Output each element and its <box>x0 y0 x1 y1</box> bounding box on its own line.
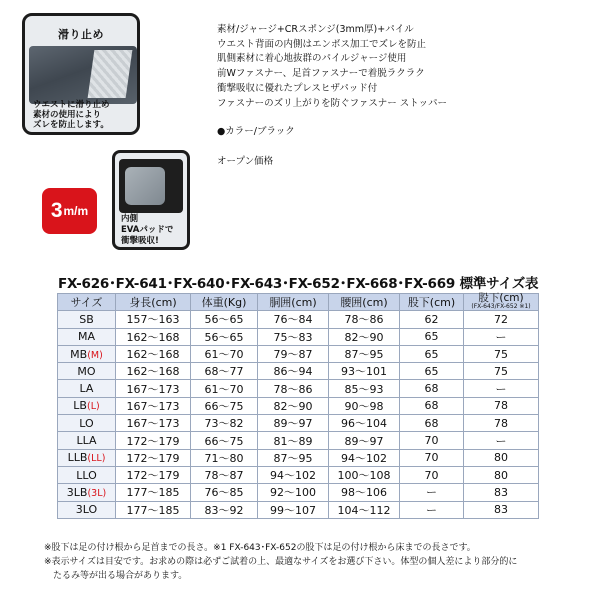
header-hip: 腰囲(cm) <box>329 294 400 311</box>
cell-weight: 56～65 <box>191 311 258 328</box>
size-code: LO <box>79 416 94 430</box>
table-row <box>58 415 539 432</box>
cell-waist: 79～87 <box>258 345 329 362</box>
note-line: ※股下は足の付け根から足首までの長さ。※1 FX-643･FX-652の股下は足の付け根から床までの長さです。 <box>44 543 476 553</box>
cell-waist: 92～100 <box>258 484 329 501</box>
cell-hip: 104～112 <box>329 501 400 518</box>
cell-waist: 82～90 <box>258 397 329 414</box>
cell-weight: 78～87 <box>191 466 258 483</box>
cell-height: 177～185 <box>116 484 191 501</box>
cell-inseam: 68 <box>400 380 464 397</box>
table-row <box>58 484 539 501</box>
cell-inseam2: 78 <box>464 397 539 414</box>
cell-weight: 56～65 <box>191 328 258 345</box>
cell-hip: 100～108 <box>329 466 400 483</box>
cell-height: 172～179 <box>116 432 191 449</box>
header-inseam-2-note: (FX-643/FX-652 ※1) <box>471 303 531 311</box>
cell-inseam2: 72 <box>464 311 539 328</box>
header-inseam: 股下(cm) <box>400 294 464 311</box>
cell-waist: 81～89 <box>258 432 329 449</box>
cell-inseam2: 83 <box>464 501 539 518</box>
cell-hip: 93～101 <box>329 363 400 380</box>
cell-inseam2: ー <box>464 380 539 397</box>
cell-inseam: 70 <box>400 449 464 466</box>
thickness-badge <box>42 188 97 234</box>
cell-size <box>58 466 116 483</box>
table-row <box>58 311 539 328</box>
header-weight: 体重(Kg) <box>191 294 258 311</box>
table-row <box>58 363 539 380</box>
size-table-title: FX-626･FX-641･FX-640･FX-643･FX-652･FX-668･FX-669 標準サイズ表 <box>58 276 539 292</box>
size-code: MB <box>70 347 88 361</box>
cell-inseam2: 80 <box>464 449 539 466</box>
cell-size <box>58 328 116 345</box>
size-code: LLA <box>76 434 97 448</box>
size-table-header-row <box>58 294 539 311</box>
size-code: MA <box>77 330 95 344</box>
cell-height: 172～179 <box>116 466 191 483</box>
cell-inseam: 65 <box>400 363 464 380</box>
slip-stop-title: 滑り止め <box>58 28 104 41</box>
cell-weight: 61～70 <box>191 345 258 362</box>
cell-inseam: ー <box>400 484 464 501</box>
table-row <box>58 345 539 362</box>
eva-pad-description: 内側 EVAパッドで 衝撃吸収! <box>121 214 174 246</box>
cell-hip: 85～93 <box>329 380 400 397</box>
cell-hip: 94～102 <box>329 449 400 466</box>
table-row <box>58 397 539 414</box>
cell-size <box>58 311 116 328</box>
spec-list <box>217 23 447 111</box>
cell-inseam: 62 <box>400 311 464 328</box>
spec-line: ウエスト背面の内側はエンボス加工でズレを防止 <box>217 38 427 50</box>
cell-size <box>58 345 116 362</box>
cell-height: 167～173 <box>116 415 191 432</box>
cell-hip: 87～95 <box>329 345 400 362</box>
cell-waist: 78～86 <box>258 380 329 397</box>
header-waist: 胴囲(cm) <box>258 294 329 311</box>
spec-line: 衝撃吸収に優れたプレスヒザパッド付 <box>217 82 378 94</box>
cell-waist: 76～84 <box>258 311 329 328</box>
size-code: 3LO <box>75 503 98 517</box>
cell-waist: 87～95 <box>258 449 329 466</box>
cell-size <box>58 415 116 432</box>
note-line: ※表示サイズは目安です。お求めの際は必ずご試着の上、最適なサイズをお選び下さい。体型の個人差により部分的に <box>44 557 518 567</box>
size-alias: (3L) <box>87 487 107 499</box>
cell-weight: 66～75 <box>191 432 258 449</box>
cell-size <box>58 432 116 449</box>
header-size: サイズ <box>58 294 116 311</box>
size-code: LLO <box>76 468 97 482</box>
cell-height: 172～179 <box>116 449 191 466</box>
cell-waist: 89～97 <box>258 415 329 432</box>
cell-size <box>58 484 116 501</box>
cell-inseam: 70 <box>400 432 464 449</box>
note-line: たるみ等が出る場合があります。 <box>44 571 188 581</box>
cell-inseam: 68 <box>400 415 464 432</box>
size-notes <box>44 541 564 583</box>
cell-inseam2: ー <box>464 328 539 345</box>
cell-size <box>58 397 116 414</box>
cell-inseam2: 75 <box>464 345 539 362</box>
table-row <box>58 432 539 449</box>
cell-hip: 78～86 <box>329 311 400 328</box>
cell-inseam: 68 <box>400 397 464 414</box>
spec-line: 肌側素材に着心地抜群のパイルジャージ使用 <box>217 53 407 65</box>
waist-fabric-image <box>29 46 137 104</box>
cell-waist: 99～107 <box>258 501 329 518</box>
header-inseam-2-label: 股下(cm) <box>478 292 524 305</box>
cell-inseam: 65 <box>400 328 464 345</box>
size-code: LB <box>73 399 87 413</box>
cell-inseam: ー <box>400 501 464 518</box>
cell-height: 162～168 <box>116 363 191 380</box>
header-inseam-2 <box>464 294 539 311</box>
cell-weight: 68～77 <box>191 363 258 380</box>
cell-size <box>58 380 116 397</box>
size-table-body <box>58 311 539 519</box>
price-info: オープン価格 <box>217 156 274 167</box>
table-row <box>58 328 539 345</box>
spec-line: 素材/ジャージ+CRスポンジ(3mm厚)+パイル <box>217 24 414 35</box>
cell-waist: 75～83 <box>258 328 329 345</box>
size-code: LA <box>79 382 94 396</box>
cell-inseam2: 78 <box>464 415 539 432</box>
cell-size <box>58 363 116 380</box>
cell-height: 157～163 <box>116 311 191 328</box>
cell-hip: 96～104 <box>329 415 400 432</box>
spec-line: ファスナーのズリ上がりを防ぐファスナー ストッパー <box>217 97 447 109</box>
thickness-badge-number: 3 <box>50 199 63 222</box>
size-alias: (LL) <box>87 453 106 465</box>
cell-inseam2: 80 <box>464 466 539 483</box>
spec-line: 前Wファスナー、足首ファスナーで着脱ラクラク <box>217 68 425 80</box>
table-row <box>58 449 539 466</box>
cell-height: 162～168 <box>116 328 191 345</box>
table-row <box>58 380 539 397</box>
cell-weight: 83～92 <box>191 501 258 518</box>
eva-pad-image <box>119 159 183 213</box>
cell-weight: 76～85 <box>191 484 258 501</box>
size-code: 3LB <box>66 485 88 499</box>
cell-size <box>58 449 116 466</box>
table-row <box>58 501 539 518</box>
header-height: 身長(cm) <box>116 294 191 311</box>
cell-height: 177～185 <box>116 501 191 518</box>
table-row <box>58 466 539 483</box>
cell-hip: 90～98 <box>329 397 400 414</box>
cell-hip: 82～90 <box>329 328 400 345</box>
cell-weight: 73～82 <box>191 415 258 432</box>
cell-inseam2: ー <box>464 432 539 449</box>
size-code: SB <box>79 312 94 326</box>
size-table <box>57 293 539 519</box>
cell-hip: 98～106 <box>329 484 400 501</box>
cell-inseam2: 75 <box>464 363 539 380</box>
cell-hip: 89～97 <box>329 432 400 449</box>
cell-waist: 94～102 <box>258 466 329 483</box>
cell-size <box>58 501 116 518</box>
cell-height: 167～173 <box>116 397 191 414</box>
size-code: MO <box>77 364 96 378</box>
cell-weight: 61～70 <box>191 380 258 397</box>
cell-weight: 71～80 <box>191 449 258 466</box>
thickness-badge-unit: m/m <box>63 204 89 218</box>
cell-inseam2: 83 <box>464 484 539 501</box>
slip-stop-feature-panel <box>22 13 140 135</box>
size-alias: (M) <box>87 349 103 361</box>
color-info: ●カラー/ブラック <box>217 126 295 137</box>
cell-weight: 66～75 <box>191 397 258 414</box>
size-alias: (L) <box>86 401 100 413</box>
cell-inseam: 70 <box>400 466 464 483</box>
cell-inseam: 65 <box>400 345 464 362</box>
cell-waist: 86～94 <box>258 363 329 380</box>
cell-height: 167～173 <box>116 380 191 397</box>
eva-pad-feature-panel <box>112 150 190 250</box>
slip-stop-description: ウエストに滑り止め 素材の使用により ズレを防止します。 <box>33 100 110 130</box>
size-code: LLB <box>67 451 88 465</box>
cell-height: 162～168 <box>116 345 191 362</box>
